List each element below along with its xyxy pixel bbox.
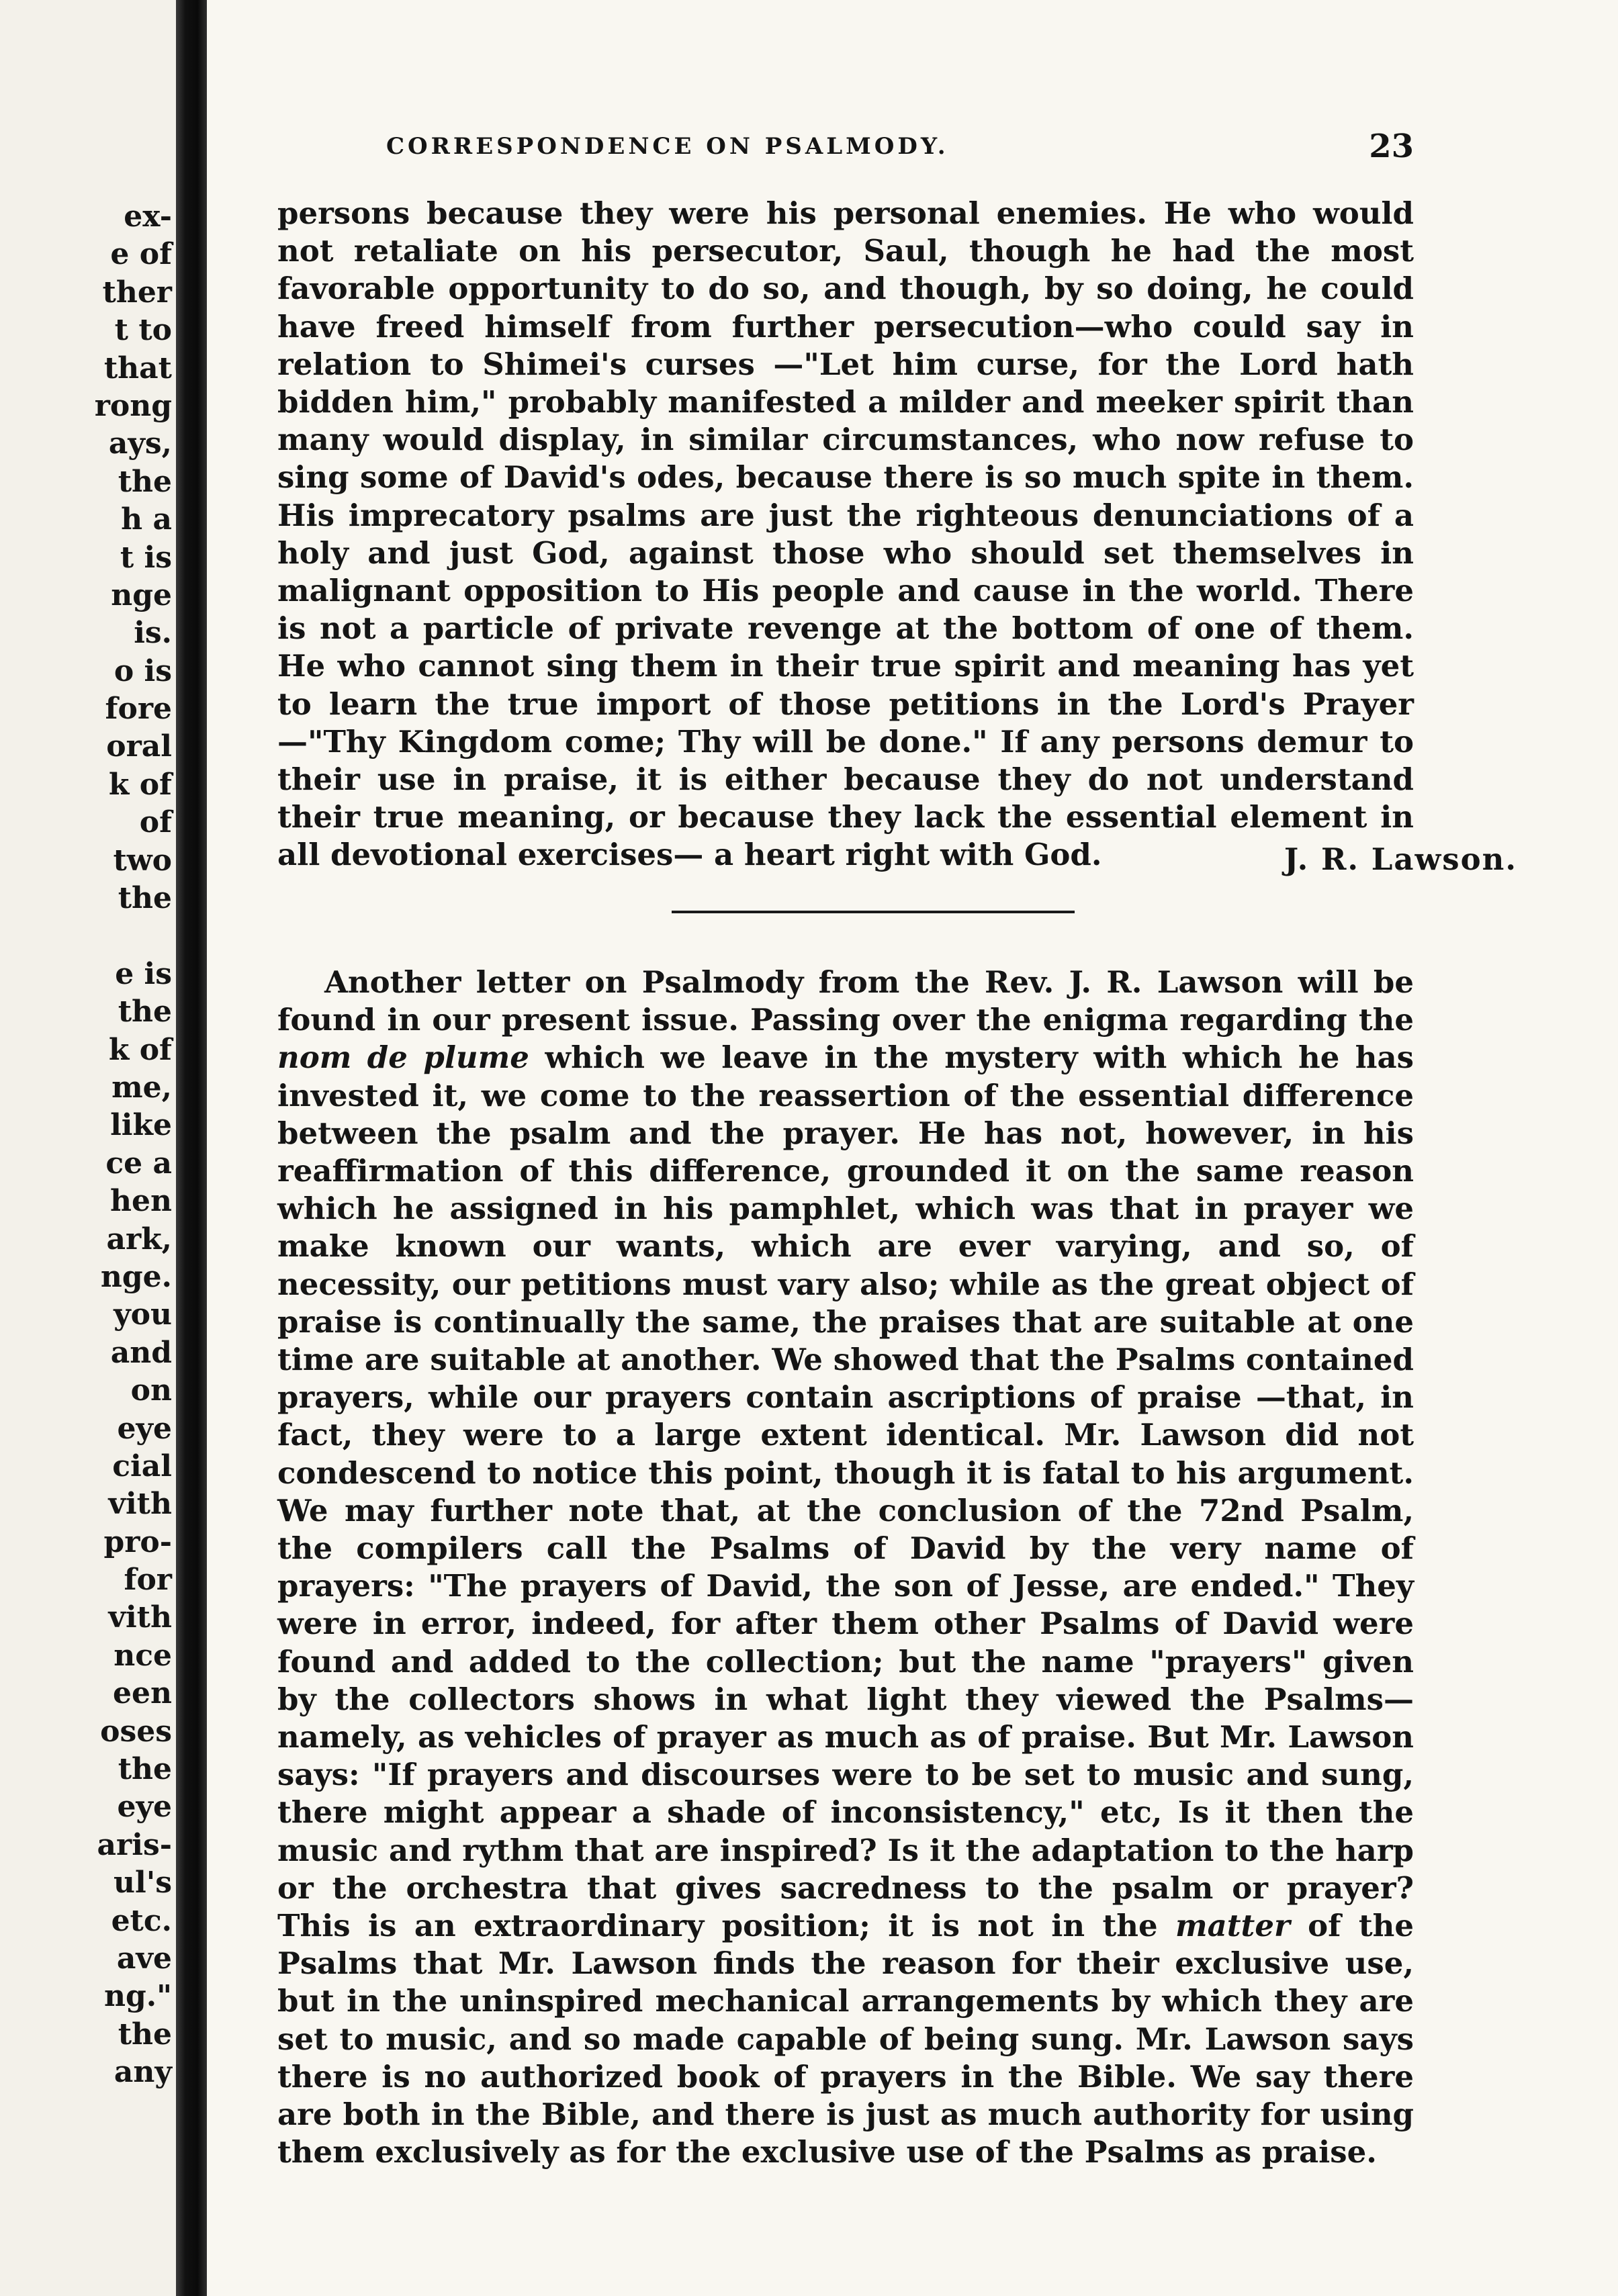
adjacent-page-line: eye bbox=[117, 1790, 172, 1825]
adjacent-page-line: een bbox=[113, 1676, 172, 1711]
adjacent-page-fragment bbox=[0, 0, 176, 2296]
adjacent-page-line: t is bbox=[120, 540, 172, 575]
adjacent-page-line: ays, bbox=[108, 426, 172, 461]
adjacent-page-line: k of bbox=[108, 767, 172, 802]
adjacent-page-line: aris- bbox=[97, 1827, 172, 1862]
adjacent-page-line: t to bbox=[114, 313, 172, 348]
adjacent-page-line: ul's bbox=[114, 1866, 172, 1900]
adjacent-page-line: oral bbox=[106, 729, 172, 764]
page-number: 23 bbox=[1369, 128, 1414, 165]
adjacent-page-line: ng." bbox=[104, 1979, 172, 2014]
adjacent-page-line bbox=[95, 917, 172, 955]
adjacent-page-line: vith bbox=[108, 1487, 172, 1522]
editorial-italic-matter: matter bbox=[1175, 1908, 1290, 1944]
adjacent-page-line: the bbox=[118, 464, 172, 499]
adjacent-page-line: pro- bbox=[103, 1524, 172, 1559]
adjacent-page-line: you bbox=[114, 1297, 172, 1332]
adjacent-page-line: the bbox=[118, 995, 172, 1029]
book-binding-gutter bbox=[176, 0, 207, 2296]
adjacent-page-line: vith bbox=[108, 1600, 172, 1635]
letter-signature: J. R. Lawson. bbox=[1284, 841, 1517, 877]
editorial-text-part-2: which we leave in the mystery with which he has invested it, we come to the reassertion of the essential difference between the psalm and the prayer. He has not, however, in his reaffirmation of this difference, grounded it on the same reason which he assigned in his pamphlet, which was that in prayer we make known our wants, which are ever varying, and so, of necessity, our petitions must vary also; while as the great object of praise is continually the same, the praises that are suitable at one time are suitable at another. We showed that the Psalms contained prayers, while our prayers contain ascriptions of praise —that, in fact, they were to a large extent identical. Mr. Lawson did not condescend to notice this point, though it is fatal to his argument. We may further note that, at the conclusion of the 72nd Psalm, the compilers call the Psalms of David by the very name of prayers: "The prayers of David, the son of Jesse, are ended." They were in error, indeed, for after them other Psalms of David were found and added to the collection; but the name "prayers" given by the collectors shows in what light they viewed the Psalms—namely, as vehicles of prayer as much as of praise. But Mr. Lawson says: "If prayers and discourses were to be set to music and sung, there might appear a shade of inconsistency," etc, Is it then the music and rythm that are inspired? Is it the adaptation to the harp or the orchestra that gives sacredness to the psalm or prayer? This is an extraordinary position; it is not in the bbox=[277, 1040, 1414, 1944]
adjacent-page-line: ther bbox=[102, 275, 172, 310]
adjacent-page-line: and bbox=[110, 1335, 172, 1370]
adjacent-page-line: e of bbox=[110, 237, 172, 272]
adjacent-page-line: two bbox=[113, 843, 172, 878]
editorial-text-part-1: Another letter on Psalmody from the Rev. J. R. Lawson will be found in our present issue. Passing over the enigma regarding the bbox=[277, 964, 1414, 1038]
adjacent-page-line: of bbox=[139, 805, 172, 840]
adjacent-page-line: ave bbox=[116, 1941, 172, 1976]
adjacent-page-line: fore bbox=[105, 692, 172, 727]
adjacent-page-line: me, bbox=[111, 1070, 172, 1105]
adjacent-page-line: the bbox=[118, 1752, 172, 1787]
adjacent-page-line: for bbox=[124, 1563, 172, 1598]
editorial-paragraph bbox=[277, 964, 1414, 2172]
adjacent-page-line: etc. bbox=[111, 1903, 172, 1938]
adjacent-page-line: k of bbox=[108, 1032, 172, 1067]
adjacent-page-line: hen bbox=[110, 1184, 172, 1219]
adjacent-page-line: o is bbox=[114, 653, 172, 688]
letter-paragraph: persons because they were his personal enemies. He who would not retaliate on his persecutor, Saul, though he had the most favorable opportunity to do so, and though, by so doing, he could have freed himself from further persecution—who could say in relation to Shimei's curses —"Let him curse, for the Lord hath bidden him," probably manifested a milder and meeker spirit than many would display, in similar circumstances, who now refuse to sing some of David's odes, because there is so much spite in them. His imprecatory psalms are just the righteous denunciations of a holy and just God, against those who should set themselves in malignant opposition to His people and cause in the world. There is not a particle of private revenge at the bottom of one of them. He who cannot sing them in their true spirit and meaning has yet to learn the true import of those petitions in the Lord's Prayer—"Thy Kingdom come; Thy will be done." If any persons demur to their use in praise, it is either because they do not understand their true meaning, or because they lack the essential element in all devotional exercises— a heart right with God. bbox=[277, 195, 1414, 873]
adjacent-page-line: is. bbox=[134, 616, 172, 651]
adjacent-page-line: that bbox=[103, 351, 172, 385]
page-header bbox=[386, 128, 1414, 168]
adjacent-page-line: on bbox=[130, 1373, 172, 1408]
adjacent-page-line: the bbox=[118, 881, 172, 916]
adjacent-page-line: eye bbox=[117, 1411, 172, 1446]
adjacent-page-line: nge bbox=[111, 578, 172, 612]
adjacent-page-line: any bbox=[114, 2055, 172, 2090]
editorial-text-part-3: of the Psalms that Mr. Lawson finds the reason for their exclusive use, but in the uninspired mechanical arrangements by which they are set to music, and so made capable of being sung. Mr. Lawson says there is no authorized book of prayers in the Bible. We say there are both in the Bible, and there is just as much authority for using them exclusively as for the exclusive use of the Psalms as praise. bbox=[277, 1908, 1414, 2170]
adjacent-page-line: ark, bbox=[106, 1222, 172, 1256]
editorial-text bbox=[277, 964, 1414, 2172]
adjacent-page-line: e is bbox=[115, 956, 172, 991]
adjacent-page-line: ce a bbox=[105, 1146, 172, 1181]
adjacent-page-line: nce bbox=[114, 1638, 172, 1673]
adjacent-page-line: ex- bbox=[124, 199, 172, 234]
adjacent-page-line: cial bbox=[112, 1449, 172, 1483]
editorial-italic-nom-de-plume: nom de plume bbox=[277, 1040, 529, 1076]
adjacent-page-line: rong bbox=[94, 388, 172, 423]
adjacent-page-line: h a bbox=[121, 502, 172, 537]
adjacent-page-text-column bbox=[95, 198, 172, 2092]
running-title: CORRESPONDENCE ON PSALMODY. bbox=[386, 133, 949, 160]
adjacent-page-line: the bbox=[118, 2017, 172, 2052]
adjacent-page-line: like bbox=[110, 1108, 172, 1143]
adjacent-page-line: nge. bbox=[100, 1259, 172, 1294]
letter-text bbox=[277, 195, 1414, 874]
section-divider bbox=[672, 911, 1075, 913]
adjacent-page-line: oses bbox=[100, 1714, 172, 1749]
